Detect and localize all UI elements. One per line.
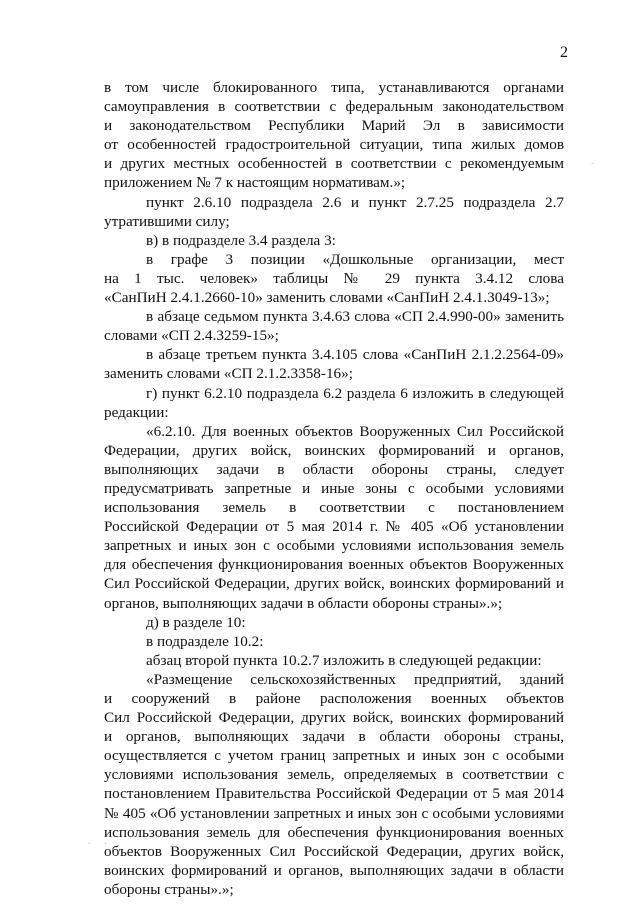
- text-line: д) в разделе 10:: [146, 613, 246, 631]
- text-line: использования земель для обеспечения функционирования военных: [104, 823, 564, 841]
- text-line: условиями использования земель, определяемых в соответствии с: [104, 766, 564, 784]
- text-line: № 405 «Об установлении запретных и иных зон с особыми условиями: [104, 804, 564, 822]
- text-line: редакции:: [104, 403, 169, 421]
- text-line: выполняющих задачи в области обороны страны, следует: [104, 460, 564, 478]
- text-line: самоуправления в соответствии с федеральным законодательством: [104, 98, 564, 116]
- text-line: в абзаце седьмом пункта 3.4.63 слова «СП 2.4.990-00» заменить: [146, 308, 564, 326]
- text-line: в абзаце третьем пункта 3.4.105 слова «СанПиН 2.1.2.2564-09»: [146, 346, 564, 364]
- text-line: на 1 тыс. человек» таблицы № 29 пункта 3.4.12 слова: [104, 269, 564, 287]
- text-line: в том числе блокированного типа, устанавливаются органами: [104, 79, 564, 96]
- text-line: в графе 3 позиции «Дошкольные организации, мест: [146, 250, 564, 268]
- text-line: обороны страны».»;: [104, 880, 234, 898]
- text-line: и сооружений в районе расположения военных объектов: [104, 690, 564, 707]
- text-line: г) пункт 6.2.10 подраздела 6.2 раздела 6 изложить в следующей: [146, 384, 564, 402]
- text-line: воинских формирований и органов, выполняющих задачи в области: [104, 861, 564, 879]
- text-line: Сил Российской Федерации, других войск, воинских формирований: [104, 709, 564, 727]
- text-line: в подразделе 10.2:: [146, 632, 264, 650]
- page-number: 2: [560, 44, 568, 61]
- text-line: постановлением Правительства Российской Федерации от 5 мая 2014: [104, 785, 564, 803]
- text-line: заменить словами «СП 2.1.2.3358-16»;: [104, 365, 353, 383]
- text-line: абзац второй пункта 10.2.7 изложить в следующей редакции:: [146, 651, 542, 669]
- scan-artifact: . .: [88, 836, 113, 846]
- text-line: Сил Российской Федерации, других войск, воинских формирований и: [104, 575, 564, 593]
- text-line: приложением № 7 к настоящим нормативам.»;: [104, 174, 406, 192]
- text-line: утратившими силу;: [104, 212, 230, 230]
- text-line: осуществляется с учетом границ запретных и иных зон с особыми: [104, 747, 564, 765]
- margin-mark: .: [591, 156, 594, 166]
- text-line: объектов Вооруженных Сил Российской Федерации, других войск,: [104, 842, 564, 860]
- text-line: запретных и иных зон с особыми условиями использования земель: [104, 537, 564, 555]
- text-line: «6.2.10. Для военных объектов Вооруженных Сил Российской: [146, 422, 564, 440]
- text-line: и органов, выполняющих задачи в области обороны страны,: [104, 728, 564, 746]
- text-line: «Размещение сельскохозяйственных предприятий, зданий: [146, 670, 564, 688]
- text-line: пункт 2.6.10 подраздела 2.6 и пункт 2.7.25 подраздела 2.7: [146, 193, 564, 211]
- text-line: Российской Федерации от 5 мая 2014 г. № 405 «Об установлении: [104, 518, 564, 536]
- text-line: Федерации, других войск, воинских формирований и органов,: [104, 441, 564, 459]
- text-line: для обеспечения функционирования военных объектов Вооруженных: [104, 556, 564, 574]
- document-body: [104, 78, 564, 899]
- text-line: использования земель в соответствии с постановлением: [104, 499, 564, 517]
- text-line: и других местных особенностей в соответствии с рекомендуемым: [104, 155, 564, 173]
- text-line: от особенностей градостроительной ситуации, типа жилых домов: [104, 136, 564, 154]
- text-line: в) в подразделе 3.4 раздела 3:: [146, 231, 336, 249]
- text-line: предусматривать запретные и иные зоны с особыми условиями: [104, 479, 564, 497]
- text-line: и законодательством Республики Марий Эл в зависимости: [104, 117, 564, 135]
- text-line: органов, выполняющих задачи в области обороны страны».»;: [104, 594, 503, 612]
- text-line: «СанПиН 2.4.1.2660-10» заменить словами «СанПиН 2.4.1.3049-13»;: [104, 289, 550, 307]
- text-line: словами «СП 2.4.3259-15»;: [104, 327, 279, 345]
